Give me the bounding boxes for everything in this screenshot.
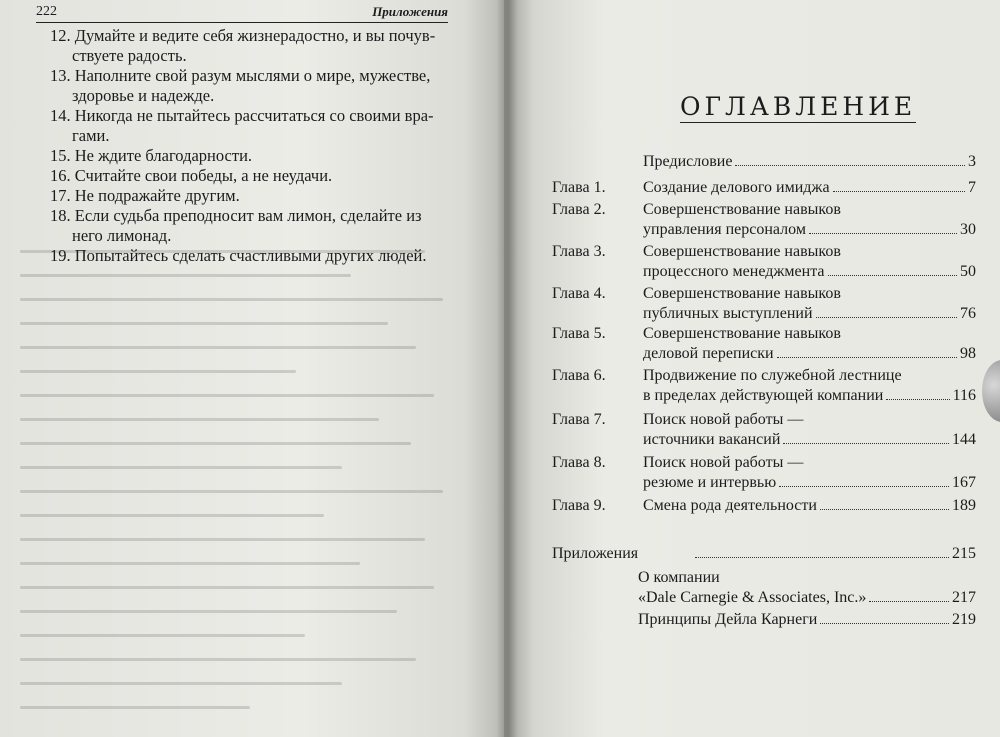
toc-title: ОГЛАВЛЕНИЕ — [680, 92, 917, 121]
list-item: 17. Не подражайте другим. — [50, 186, 240, 205]
page-number: 222 — [36, 4, 57, 19]
list-item: 18. Если судьба преподносит вам лимон, сделайте из него лимонад. — [50, 206, 422, 245]
running-section-title: Приложения — [372, 4, 448, 19]
list-item: 15. Не ждите благодарности. — [50, 146, 253, 165]
table-of-contents: Предисловие 3 Глава 1. Создание делового имиджа 7 Глава 2. Совершенствование навыков управления персоналом 30 Глава 3. Совершенствование навыков процессного менеджмента 50 Глава 4. Совершенствование навыков публичных выступлений 76 Глава 5. Совершенствование навыков деловой переписки 98 Глава 6. Продвижение по служебной лестнице в пределах действующей компании 116 Глава 7. Поиск новой работы — источники вакансий 144 Глава 8. Поиск новой работы — резюме и интервью 167 Глава 9. Смена рода деятельности 189 Приложения 215 О компании «Dale Carnegie & Associates, Inc.» 217 Принципы Дейла Карнеги 219 — [552, 153, 976, 628]
list-item: 12. Думайте и ведите себя жизнерадостно, и вы почув- ствуете радость. — [50, 26, 436, 65]
list-item: 19. Попытайтесь сделать счастливыми других людей. — [50, 246, 427, 265]
list-item: 13. Наполните свой разум мыслями о мире, мужестве, здоровье и надежде. — [50, 66, 431, 105]
list-item: 14. Никогда не пытайтесь рассчитаться со своими вра- гами. — [50, 106, 434, 145]
list-item: 16. Считайте свои победы, а не неудачи. — [50, 166, 333, 185]
